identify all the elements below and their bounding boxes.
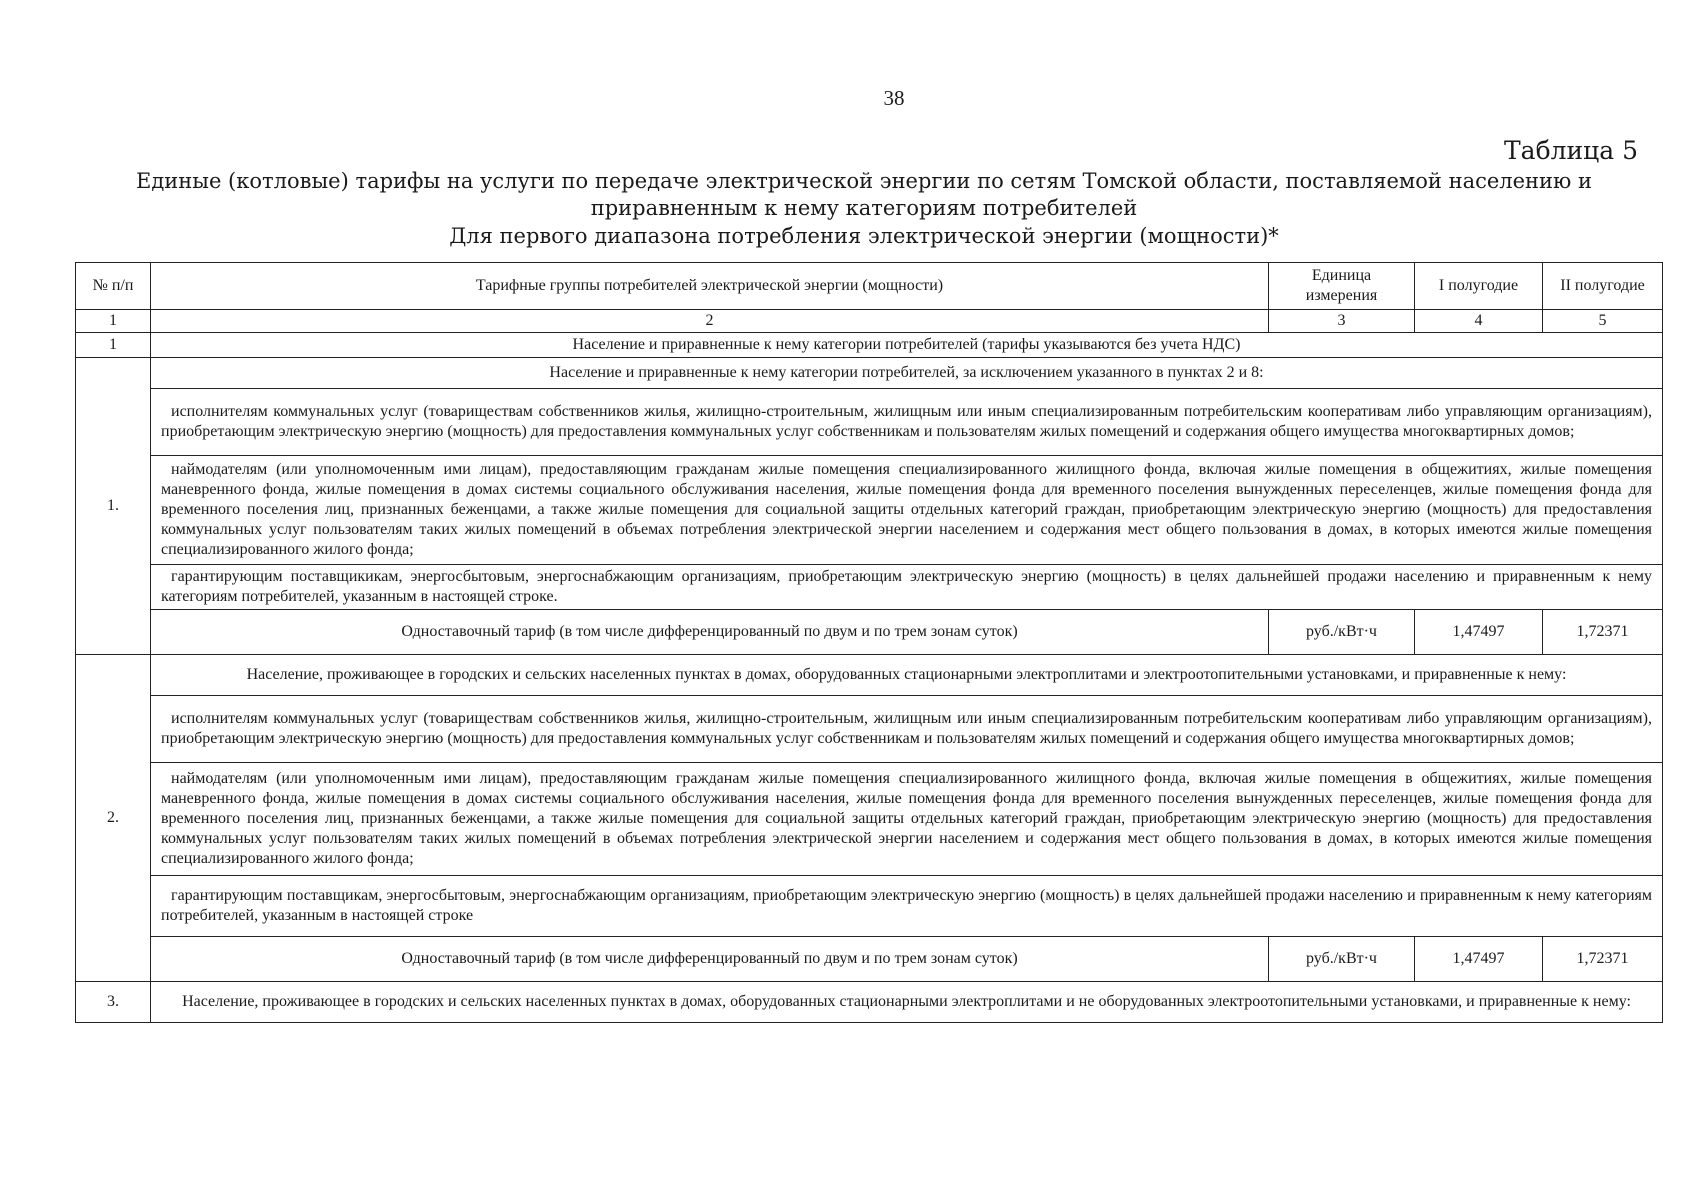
column-number-row bbox=[76, 310, 1663, 333]
rate-first-half: 1,47497 bbox=[1415, 610, 1543, 655]
rate-unit: руб./кВт·ч bbox=[1269, 937, 1415, 982]
table-header-row bbox=[76, 263, 1663, 310]
header-second-half: II полугодие bbox=[1543, 263, 1663, 310]
group-number: 2. bbox=[76, 655, 151, 982]
consumer-category-text: наймодателям (или уполномоченным ими лицам), предоставляющим гражданам жилые помещения специализированного жилищного фонда, включая жилые помещения в общежитиях, жилые помещения маневренного фонда, жилые помещения в домах системы социального обслуживания населения, жилые помещения фонда для временного поселения вынужденных переселенцев, жилые помещения фонда для временного поселения лиц, признанных беженцами, а также жилые помещения для социальной защиты отдельных категорий граждан, приобретающим электрическую энергию (мощность) для предоставления коммунальных услуг пользователям таких жилых помещений в объемах потребления электрической энергии населением и содержания мест общего пользования в домах, в которых имеются жилые помещения специализированного жилого фонда; bbox=[151, 763, 1663, 876]
page-number: 38 bbox=[883, 86, 905, 110]
rate-row bbox=[76, 610, 1663, 655]
consumer-category-text: гарантирующим поставщикам, энергосбытовым, энергоснабжающим организациям, приобретающим электрическую энергию (мощность) в целях дальнейшей продажи населению и приравненным к нему категориям потребителей, указанным в настоящей строке bbox=[151, 876, 1663, 937]
table-label: Таблица 5 bbox=[1503, 136, 1638, 165]
list-item bbox=[76, 456, 1663, 565]
list-item bbox=[76, 565, 1663, 610]
group-title-row bbox=[76, 982, 1663, 1023]
rate-label: Одноставочный тариф (в том числе дифференцированный по двум и по трем зонам суток) bbox=[151, 610, 1269, 655]
header-number: № п/п bbox=[76, 263, 151, 310]
consumer-category-text: наймодателям (или уполномоченным ими лицам), предоставляющим гражданам жилые помещения специализированного жилищного фонда, включая жилые помещения в общежитиях, жилые помещения маневренного фонда, жилые помещения в домах системы социального обслуживания населения, жилые помещения фонда для временного поселения вынужденных переселенцев, жилые помещения фонда для временного поселения лиц, признанных беженцами, а также жилые помещения для социальной защиты отдельных категорий граждан, приобретающим электрическую энергию (мощность) для предоставления коммунальных услуг пользователям таких жилых помещений в объемах потребления электрической энергии населением и содержания мест общего пользования в домах, в которых имеются жилые помещения специализированного жилого фонда; bbox=[151, 456, 1663, 565]
rate-second-half: 1,72371 bbox=[1543, 937, 1663, 982]
consumer-category-text: исполнителям коммунальных услуг (товариществам собственников жилья, жилищно-строительным, жилищным или иным специализированным потребительским кооперативам либо управляющим организациям), приобретающим электрическую энергию (мощность) для предоставления коммунальных услуг собственникам и пользователям жилых помещений и содержания общего имущества многоквартирных домов; bbox=[151, 696, 1663, 763]
group-number: 3. bbox=[76, 982, 151, 1023]
document-subtitle: Для первого диапазона потребления электрической энергии (мощности)* bbox=[449, 224, 1279, 248]
section-title: Население и приравненные к нему категории потребителей (тарифы указываются без учета НДС) bbox=[151, 333, 1663, 358]
rate-row bbox=[76, 937, 1663, 982]
column-number: 5 bbox=[1543, 310, 1663, 333]
list-item bbox=[76, 389, 1663, 456]
group-number: 1. bbox=[76, 358, 151, 655]
rate-second-half: 1,72371 bbox=[1543, 610, 1663, 655]
tariff-table bbox=[75, 262, 1663, 1023]
column-number: 3 bbox=[1269, 310, 1415, 333]
group-title: Население и приравненные к нему категории потребителей, за исключением указанного в пунктах 2 и 8: bbox=[151, 358, 1663, 389]
list-item bbox=[76, 876, 1663, 937]
group-title: Население, проживающее в городских и сельских населенных пунктах в домах, оборудованных стационарными электроплитами и электроотопительными установками, и приравненные к нему: bbox=[151, 655, 1663, 696]
header-first-half: I полугодие bbox=[1415, 263, 1543, 310]
header-tariff-groups: Тарифные группы потребителей электрической энергии (мощности) bbox=[151, 263, 1269, 310]
section-number: 1 bbox=[76, 333, 151, 358]
list-item bbox=[76, 696, 1663, 763]
document-title: Единые (котловые) тарифы на услуги по передаче электрической энергии по сетям Томской области, поставляемой населению и приравненным к нему категориям потребителей bbox=[135, 169, 1592, 220]
group-title-row bbox=[76, 358, 1663, 389]
rate-label: Одноставочный тариф (в том числе дифференцированный по двум и по трем зонам суток) bbox=[151, 937, 1269, 982]
rate-unit: руб./кВт·ч bbox=[1269, 610, 1415, 655]
column-number: 4 bbox=[1415, 310, 1543, 333]
header-unit: Единица измерения bbox=[1269, 263, 1415, 310]
column-number: 1 bbox=[76, 310, 151, 333]
group-title: Население, проживающее в городских и сельских населенных пунктах в домах, оборудованных стационарными электроплитами и не оборудованных электроотопительными установками, и приравненные к нему: bbox=[151, 982, 1663, 1023]
section-row bbox=[76, 333, 1663, 358]
list-item bbox=[76, 763, 1663, 876]
consumer-category-text: гарантирующим поставщикикам, энергосбытовым, энергоснабжающим организациям, приобретающим электрическую энергию (мощность) в целях дальнейшей продажи населению и приравненным к нему категориям потребителей, указанным в настоящей строке. bbox=[151, 565, 1663, 610]
group-title-row bbox=[76, 655, 1663, 696]
column-number: 2 bbox=[151, 310, 1269, 333]
rate-first-half: 1,47497 bbox=[1415, 937, 1543, 982]
consumer-category-text: исполнителям коммунальных услуг (товариществам собственников жилья, жилищно-строительным, жилищным или иным специализированным потребительским кооперативам либо управляющим организациям), приобретающим электрическую энергию (мощность) для предоставления коммунальных услуг собственникам и пользователям жилых помещений и содержания общего имущества многоквартирных домов; bbox=[151, 389, 1663, 456]
